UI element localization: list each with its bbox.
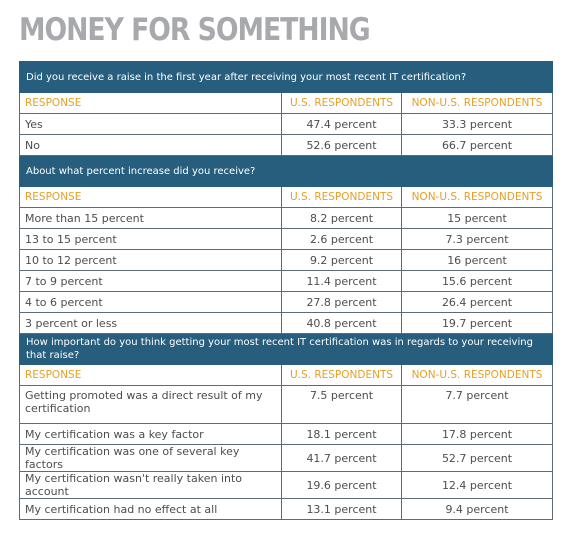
- non-us-cell: 26.4 percent: [402, 292, 553, 313]
- us-cell: 41.7 percent: [282, 445, 402, 472]
- page-title: MONEY FOR SOMETHING: [19, 12, 370, 48]
- table-row: [20, 114, 553, 135]
- us-cell: 18.1 percent: [282, 424, 402, 445]
- us-header: U.S. RESPONDENTS: [282, 93, 402, 114]
- question-text: About what percent increase did you receive?: [20, 156, 553, 187]
- us-cell: 11.4 percent: [282, 271, 402, 292]
- table-row: [20, 313, 553, 334]
- column-header-row: [20, 93, 553, 114]
- table-row: [20, 499, 553, 520]
- non-us-cell: 16 percent: [402, 250, 553, 271]
- non-us-cell: 52.7 percent: [402, 445, 553, 472]
- non-us-cell: 17.8 percent: [402, 424, 553, 445]
- column-header-row: [20, 365, 553, 386]
- column-header-row: [20, 187, 553, 208]
- response-cell: More than 15 percent: [20, 208, 282, 229]
- non-us-header: NON-U.S. RESPONDENTS: [402, 365, 553, 386]
- response-cell: Yes: [20, 114, 282, 135]
- response-header: RESPONSE: [20, 187, 282, 208]
- us-cell: 52.6 percent: [282, 135, 402, 156]
- us-cell: 7.5 percent: [282, 386, 402, 424]
- table-row: [20, 424, 553, 445]
- response-cell: My certification wasn't really taken into account: [20, 472, 282, 499]
- non-us-cell: 33.3 percent: [402, 114, 553, 135]
- response-cell: My certification had no effect at all: [20, 499, 282, 520]
- table-row: [20, 250, 553, 271]
- non-us-cell: 15.6 percent: [402, 271, 553, 292]
- table-row: [20, 292, 553, 313]
- non-us-cell: 12.4 percent: [402, 472, 553, 499]
- question-text: How important do you think getting your most recent IT certification was in regards to your receiving that raise?: [20, 334, 553, 365]
- question-row: [20, 334, 553, 365]
- us-cell: 27.8 percent: [282, 292, 402, 313]
- response-cell: 10 to 12 percent: [20, 250, 282, 271]
- response-cell: Getting promoted was a direct result of my certification: [20, 386, 282, 424]
- question-row: [20, 156, 553, 187]
- response-cell: 4 to 6 percent: [20, 292, 282, 313]
- us-cell: 13.1 percent: [282, 499, 402, 520]
- non-us-cell: 7.3 percent: [402, 229, 553, 250]
- non-us-cell: 9.4 percent: [402, 499, 553, 520]
- us-cell: 8.2 percent: [282, 208, 402, 229]
- us-cell: 9.2 percent: [282, 250, 402, 271]
- us-cell: 40.8 percent: [282, 313, 402, 334]
- non-us-header: NON-U.S. RESPONDENTS: [402, 93, 553, 114]
- question-row: [20, 62, 553, 93]
- table-row: [20, 472, 553, 499]
- non-us-cell: 66.7 percent: [402, 135, 553, 156]
- table-row: [20, 271, 553, 292]
- survey-table: [19, 61, 553, 520]
- us-cell: 19.6 percent: [282, 472, 402, 499]
- non-us-cell: 7.7 percent: [402, 386, 553, 424]
- us-cell: 47.4 percent: [282, 114, 402, 135]
- us-header: U.S. RESPONDENTS: [282, 365, 402, 386]
- table-row: [20, 445, 553, 472]
- table-row: [20, 208, 553, 229]
- table-row: [20, 386, 553, 424]
- table-row: [20, 135, 553, 156]
- response-header: RESPONSE: [20, 365, 282, 386]
- table-row: [20, 229, 553, 250]
- question-text: Did you receive a raise in the first year after receiving your most recent IT certification?: [20, 62, 553, 93]
- response-cell: 3 percent or less: [20, 313, 282, 334]
- us-cell: 2.6 percent: [282, 229, 402, 250]
- non-us-header: NON-U.S. RESPONDENTS: [402, 187, 553, 208]
- response-cell: My certification was one of several key factors: [20, 445, 282, 472]
- non-us-cell: 19.7 percent: [402, 313, 553, 334]
- response-cell: My certification was a key factor: [20, 424, 282, 445]
- us-header: U.S. RESPONDENTS: [282, 187, 402, 208]
- response-cell: 13 to 15 percent: [20, 229, 282, 250]
- response-cell: No: [20, 135, 282, 156]
- response-header: RESPONSE: [20, 93, 282, 114]
- response-cell: 7 to 9 percent: [20, 271, 282, 292]
- non-us-cell: 15 percent: [402, 208, 553, 229]
